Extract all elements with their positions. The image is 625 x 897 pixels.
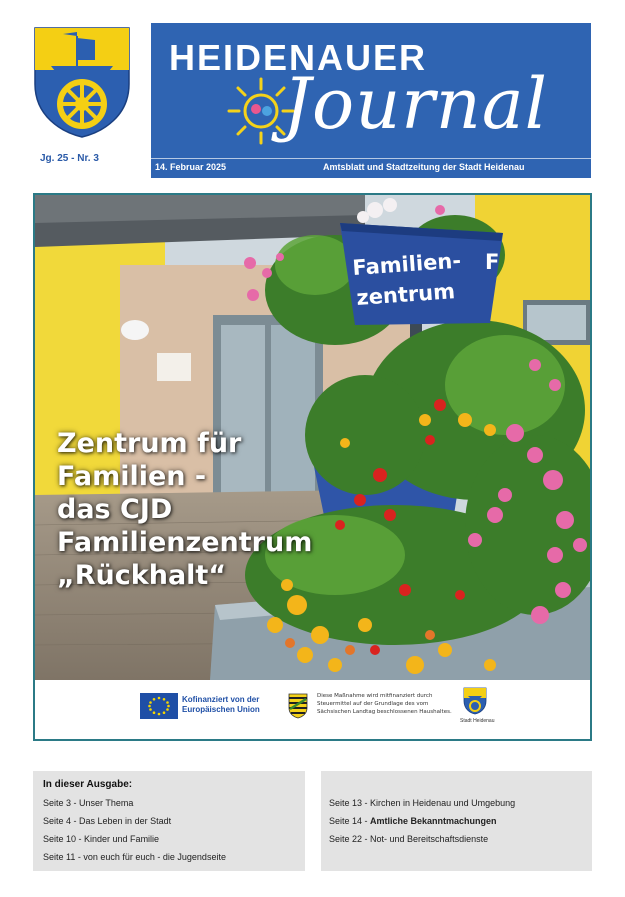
saxony-coat-of-arms-icon: [288, 693, 308, 719]
masthead-divider: [151, 158, 591, 159]
contents-item: Seite 3 - Unser Thema: [43, 798, 134, 808]
sign-text-letter: F: [485, 250, 500, 274]
contents-box-left: [33, 771, 305, 871]
sign-text-line1: Familien-: [351, 248, 462, 280]
saxony-funding-text: [317, 692, 477, 716]
contents-item: Seite 13 - Kirchen in Heidenau und Umgebung: [329, 798, 516, 808]
masthead-subtitle: Amtsblatt und Stadtzeitung der Stadt Heidenau: [323, 162, 525, 172]
contents-item: Seite 11 - von euch für euch - die Jugendseite: [43, 852, 226, 862]
town-label: Stadt Heidenau: [460, 718, 495, 724]
saxony-funding-line: Steuermittel auf der Grundlage des vom: [317, 701, 429, 707]
masthead: [151, 23, 591, 178]
contents-item: Seite 4 - Das Leben in der Stadt: [43, 816, 172, 826]
contents-item: Seite 10 - Kinder und Familie: [43, 834, 160, 844]
sign-text-line2: zentrum: [355, 279, 456, 310]
contents-title: In dieser Ausgabe:: [43, 779, 133, 790]
headline-line: Familien -: [57, 461, 207, 492]
headline-line: das CJD: [57, 494, 173, 525]
contents-item: Seite 22 - Not- und Bereitschaftsdienste: [329, 834, 489, 844]
issue-date: 14. Februar 2025: [155, 162, 227, 172]
side-note: [6, 30, 16, 90]
cover-headline: [57, 427, 357, 592]
headline-line: Zentrum für: [57, 428, 242, 459]
heidenau-mini-crest-icon: [463, 687, 487, 715]
contents-box-right: [321, 771, 592, 871]
eu-funding-text: [182, 695, 260, 715]
headline-line: Familienzentrum: [57, 527, 313, 558]
funding-strip: [35, 680, 590, 739]
saxony-funding-line: Sächsischen Landtag beschlossenen Haushaltes.: [317, 709, 452, 715]
headline-line: „Rückhalt“: [57, 560, 227, 591]
saxony-funding-line: Diese Maßnahme wird mitfinanziert durch: [317, 693, 433, 699]
journal-wordmark: Journal: [283, 63, 548, 145]
cover-photo-frame: [33, 193, 592, 741]
eu-funding-line: Europäischen Union: [182, 705, 260, 714]
eu-funding-line: Kofinanziert von der: [182, 695, 260, 704]
issue-number: Jg. 25 - Nr. 3: [40, 153, 99, 164]
contents-item: Seite 14 - Amtliche Bekanntmachungen: [329, 816, 497, 826]
heidenau-coat-of-arms-icon: [33, 26, 131, 138]
masthead-title: HEIDENAUER: [169, 37, 428, 78]
eu-flag-icon: [140, 693, 178, 719]
